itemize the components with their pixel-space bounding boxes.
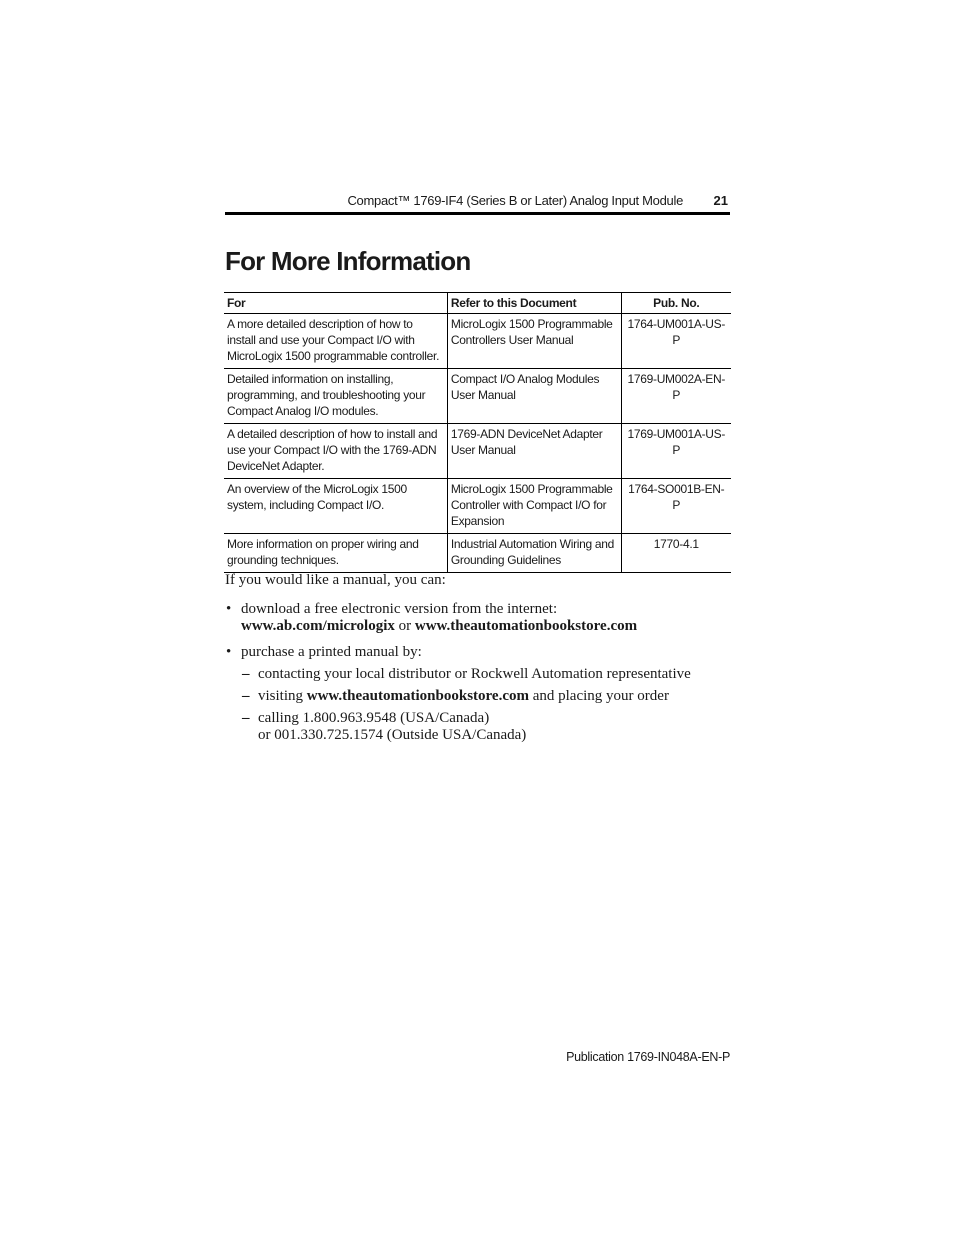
link-micrologix[interactable]: www.ab.com/micrologix (241, 618, 395, 634)
cell-pub-no: 1770-4.1 (621, 534, 731, 573)
running-header (225, 190, 730, 215)
table-row (224, 314, 731, 369)
cell-for: An overview of the MicroLogix 1500 system, including Compact I/O. (224, 479, 447, 534)
body-text (225, 572, 745, 753)
table-row (224, 369, 731, 424)
column-header-for: For (224, 293, 447, 314)
bullet-purchase-text: purchase a printed manual by: (241, 644, 422, 660)
cell-pub-no: 1769-UM001A-US-P (621, 424, 731, 479)
cell-document: Industrial Automation Wiring and Grounding Guidelines (447, 534, 621, 573)
cell-for: Detailed information on installing, programming, and troubleshooting your Compact Analog I/O modules. (224, 369, 447, 424)
publication-footer: Publication 1769-IN048A-EN-P (566, 1050, 730, 1064)
column-header-document: Refer to this Document (447, 293, 621, 314)
visiting-prefix: visiting (258, 688, 304, 704)
link-bookstore[interactable]: www.theautomationbookstore.com (414, 618, 638, 634)
cell-pub-no: 1764-UM001A-US-P (621, 314, 731, 369)
cell-for: A detailed description of how to install and use your Compact I/O with the 1769-ADN DeviceNet Adapter. (224, 424, 447, 479)
cell-for: A more detailed description of how to install and use your Compact I/O with MicroLogix 1500 programmable controller. (224, 314, 447, 369)
link-bookstore-order[interactable]: www.theautomationbookstore.com (306, 688, 529, 704)
header-doc-title: Compact™ 1769-IF4 (Series B or Later) Analog Input Module (347, 193, 683, 208)
table-header-row (224, 293, 731, 314)
cell-document: 1769-ADN DeviceNet Adapter User Manual (447, 424, 621, 479)
cell-pub-no: 1764-SO001B-EN-P (621, 479, 731, 534)
cell-document: MicroLogix 1500 Programmable Controller with Compact I/O for Expansion (447, 479, 621, 534)
or-text: or (398, 618, 412, 634)
intro-paragraph: If you would like a manual, you can: (225, 572, 446, 588)
cell-document: MicroLogix 1500 Programmable Controllers User Manual (447, 314, 621, 369)
cell-pub-no: 1769-UM002A-EN-P (621, 369, 731, 424)
dash-item-distributor: – contacting your local distributor or Rockwell Automation representative (241, 666, 745, 683)
calling-line-1: calling 1.800.963.9548 (USA/Canada) (258, 710, 490, 726)
table-row (224, 479, 731, 534)
dash-item-calling (241, 710, 745, 744)
bullet-download-text: download a free electronic version from the internet: (241, 601, 558, 617)
page-number: 21 (713, 193, 728, 208)
visiting-suffix: and placing your order (532, 688, 669, 704)
bullet-list (225, 601, 745, 744)
section-heading: For More Information (225, 246, 471, 276)
bullet-download (225, 601, 745, 635)
column-header-pub-no: Pub. No. (621, 293, 731, 314)
reference-table (224, 292, 731, 573)
table-row (224, 424, 731, 479)
cell-document: Compact I/O Analog Modules User Manual (447, 369, 621, 424)
table-row (224, 534, 731, 573)
dash-list (241, 666, 745, 744)
cell-for: More information on proper wiring and grounding techniques. (224, 534, 447, 573)
calling-line-2: or 001.330.725.1574 (Outside USA/Canada) (258, 727, 527, 743)
dash-item-visiting (241, 688, 745, 705)
bullet-purchase (225, 644, 745, 744)
